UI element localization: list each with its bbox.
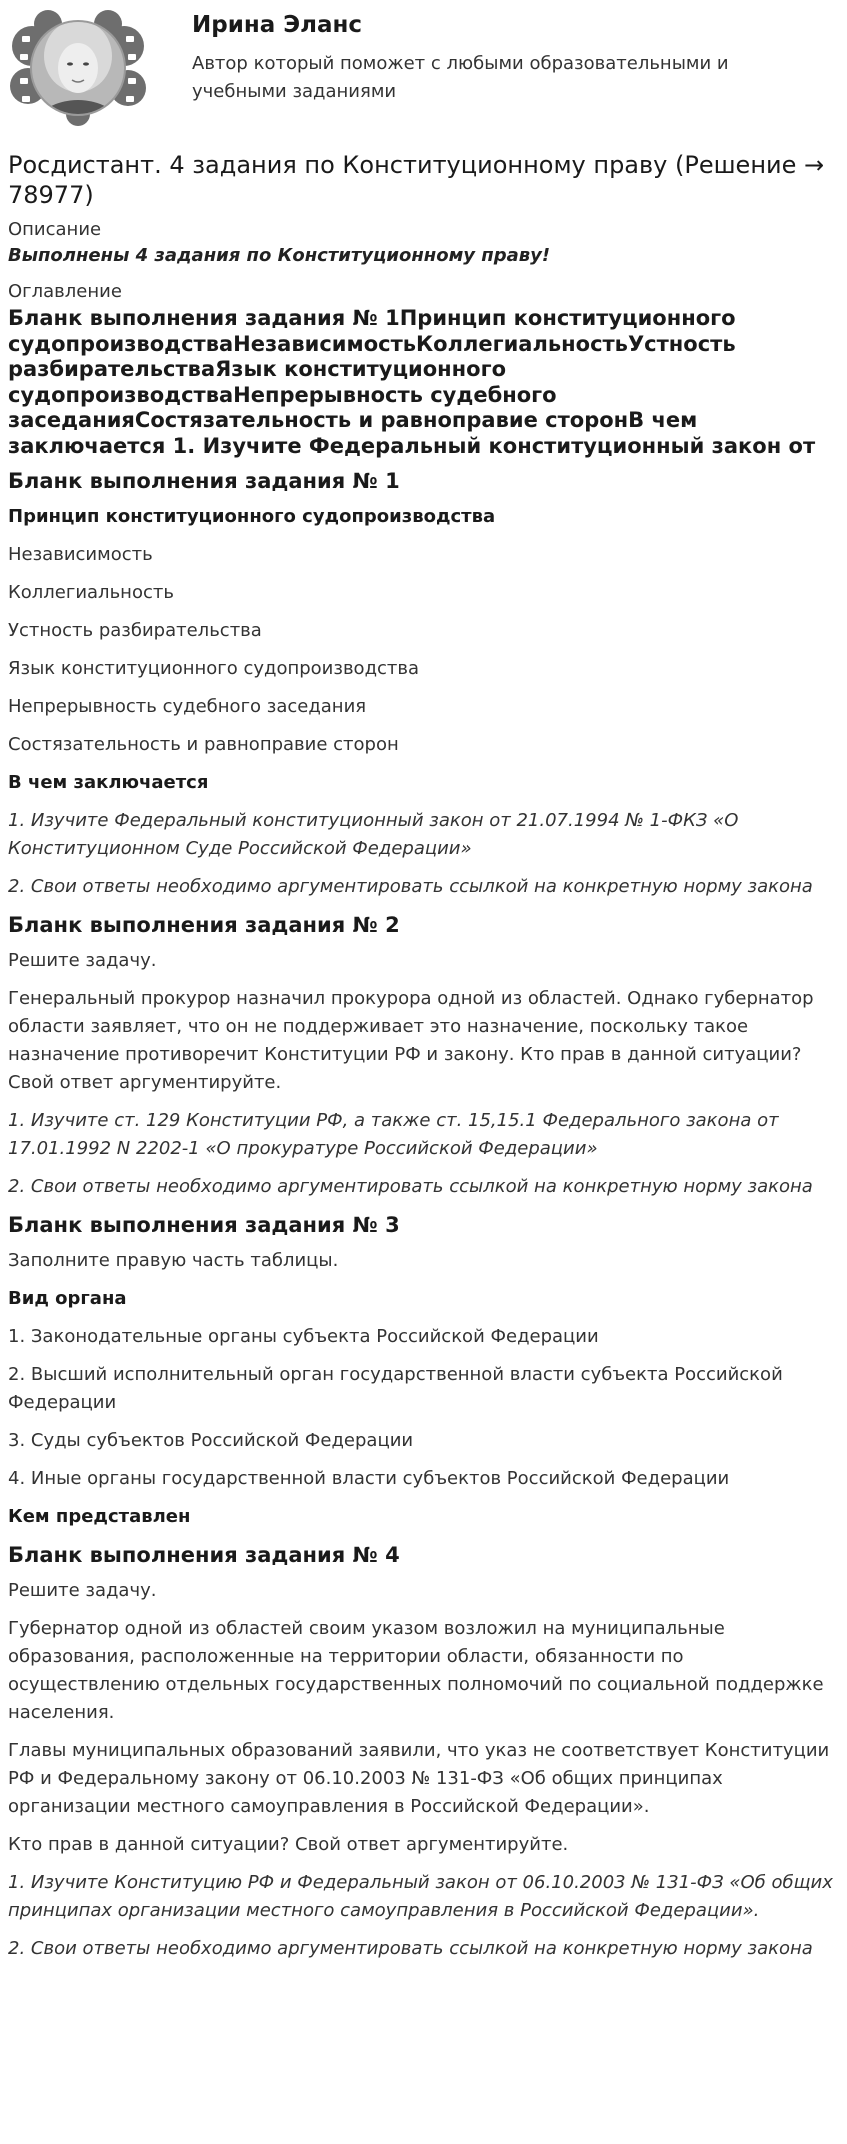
task-4-body-1: Губернатор одной из областей своим указом возложил на муниципальные образования, расположенные на территории области, обязанности по осуществлению отдельных государственных полномочий по социальной поддержке населения. — [8, 1618, 824, 1723]
task-2-body: Генеральный прокурор назначил прокурора одной из областей. Однако губернатор области заявляет, что он не поддерживает это назначение, поскольку такое назначение противоречит Конституции РФ и закону. Кто прав в данной ситуации? Свой ответ аргументируйте. — [8, 988, 814, 1093]
task-4-heading: Бланк выполнения задания № 4 — [8, 1543, 400, 1567]
task-2-note-1: 1. Изучите ст. 129 Конституции РФ, а также ст. 15,15.1 Федерального закона от 17.01.1992 N 2202-1 «О прокуратуре Российской Федерации» — [8, 1110, 779, 1159]
toc-label: Оглавление — [8, 281, 122, 302]
list-item: Независимость — [8, 544, 153, 565]
task-4-note-1: 1. Изучите Конституцию РФ и Федеральный закон от 06.10.2003 № 131-ФЗ «Об общих принципах организации местного самоуправления в Российской Федерации». — [8, 1872, 833, 1921]
task-3-intro: Заполните правую часть таблицы. — [8, 1250, 339, 1271]
principles-list — [8, 541, 839, 759]
author-info — [192, 6, 752, 106]
list-item: Непрерывность судебного заседания — [8, 696, 367, 717]
task-2-intro: Решите задачу. — [8, 950, 157, 971]
organs-list — [8, 1323, 839, 1493]
author-avatar[interactable] — [8, 6, 148, 126]
task-4-question: Кто прав в данной ситуации? Свой ответ аргументируйте. — [8, 1834, 569, 1855]
task-4-section — [8, 1541, 839, 1963]
list-item: Состязательность и равноправие сторон — [8, 734, 399, 755]
author-name[interactable]: Ирина Эланс — [192, 12, 363, 38]
represented-header: Кем представлен — [8, 1506, 191, 1527]
organ-header: Вид органа — [8, 1288, 127, 1309]
task-4-note-2: 2. Свои ответы необходимо аргументировать ссылкой на конкретную норму закона — [8, 1938, 813, 1959]
task-2-note-2: 2. Свои ответы необходимо аргументировать ссылкой на конкретную норму закона — [8, 1176, 813, 1197]
table-of-contents: Бланк выполнения задания № 1Принцип конституционного судопроизводстваНезависимостьКоллегиальностьУстность разбирательстваЯзык конституционного судопроизводстваНепрерывность судебного заседанияСостязательность и равноправие сторонВ чем заключается 1. Изучите Федеральный конституционный закон от — [8, 306, 816, 458]
task-1-section — [8, 467, 839, 901]
page-title: Росдистант. 4 задания по Конституционному праву (Решение → 78977) — [8, 151, 825, 209]
description-text: Выполнены 4 задания по Конституционному праву! — [8, 245, 551, 266]
essence-header: В чем заключается — [8, 772, 209, 793]
principle-header: Принцип конституционного судопроизводства — [8, 506, 496, 527]
task-4-intro: Решите задачу. — [8, 1580, 157, 1601]
task-3-section — [8, 1211, 839, 1531]
list-item: 4. Иные органы государственной власти субъектов Российской Федерации — [8, 1468, 730, 1489]
list-item: 1. Законодательные органы субъекта Российской Федерации — [8, 1326, 599, 1347]
list-item: Коллегиальность — [8, 582, 174, 603]
description-label: Описание — [8, 219, 102, 240]
task-3-heading: Бланк выполнения задания № 3 — [8, 1213, 400, 1237]
list-item: Устность разбирательства — [8, 620, 262, 641]
task-1-note-2: 2. Свои ответы необходимо аргументировать ссылкой на конкретную норму закона — [8, 876, 813, 897]
list-item: Язык конституционного судопроизводства — [8, 658, 420, 679]
author-description: Автор который поможет с любыми образовательными и учебными заданиями — [192, 53, 729, 102]
list-item: 2. Высший исполнительный орган государственной власти субъекта Российской Федерации — [8, 1364, 783, 1413]
task-2-section — [8, 911, 839, 1201]
task-1-note-1: 1. Изучите Федеральный конституционный закон от 21.07.1994 № 1-ФКЗ «О Конституционном Суде Российской Федерации» — [8, 810, 739, 859]
task-2-heading: Бланк выполнения задания № 2 — [8, 913, 400, 937]
task-4-body-2: Главы муниципальных образований заявили, что указ не соответствует Конституции РФ и Федеральному закону от 06.10.2003 № 131-ФЗ «Об общих принципах организации местного самоуправления в Российской Федерации». — [8, 1740, 830, 1817]
author-header — [8, 0, 839, 140]
list-item: 3. Суды субъектов Российской Федерации — [8, 1430, 414, 1451]
task-1-heading: Бланк выполнения задания № 1 — [8, 469, 400, 493]
